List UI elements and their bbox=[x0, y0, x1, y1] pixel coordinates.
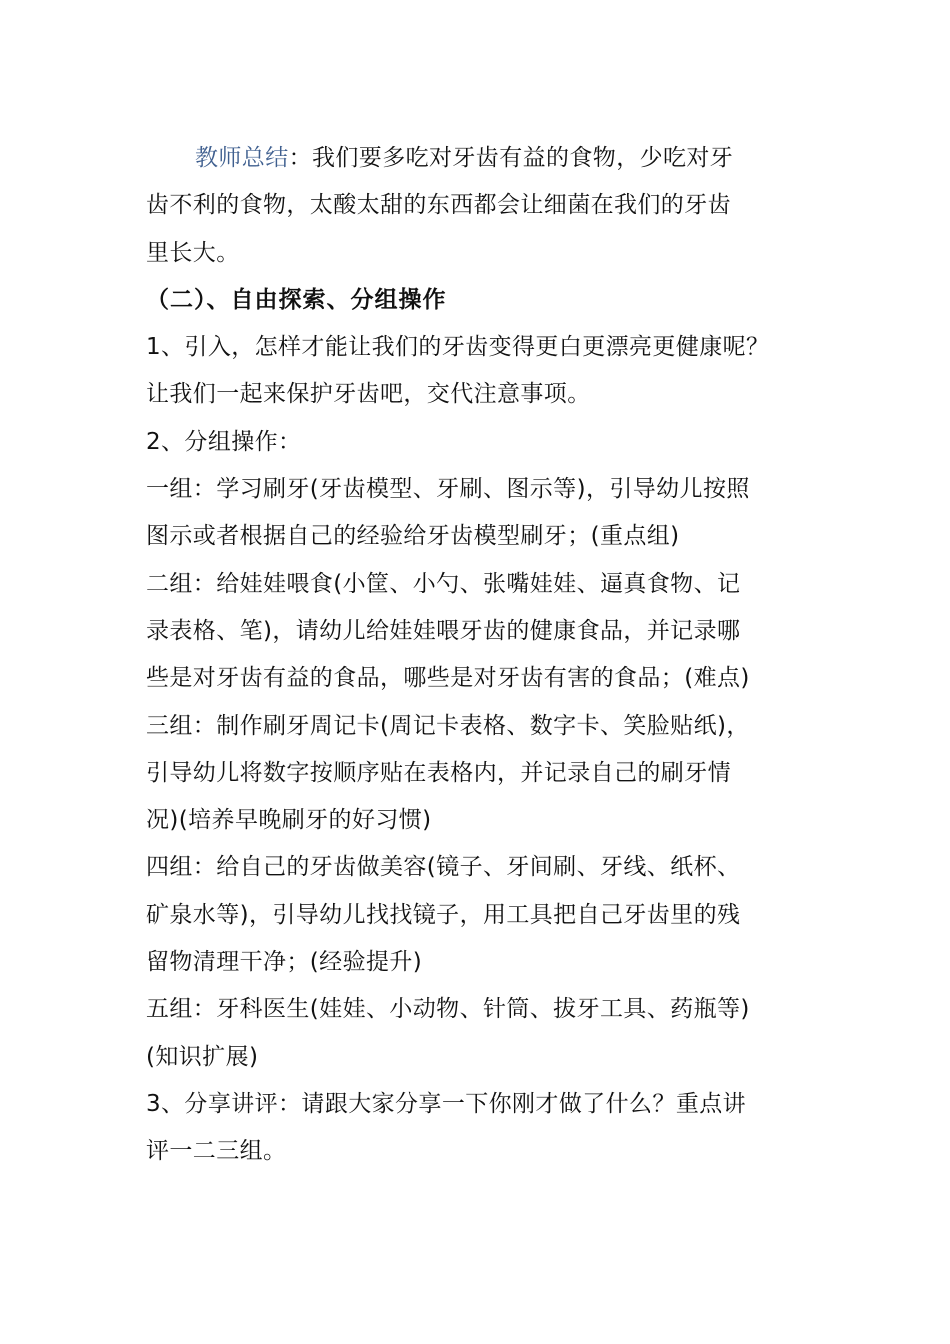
paragraph-line: 留物清理干净；(经验提升) bbox=[146, 949, 423, 976]
paragraph-line: 3、分享讲评：请跟大家分享一下你刚才做了什么？重点讲 bbox=[146, 1090, 747, 1117]
paragraph-line: 2、分组操作： bbox=[146, 428, 302, 455]
paragraph-line: 四组：给自己的牙齿做美容(镜子、牙间刷、牙线、纸杯、 bbox=[146, 854, 741, 881]
paragraph-line: 矿泉水等)，引导幼儿找找镜子，用工具把自己牙齿里的残 bbox=[146, 901, 741, 928]
summary-text: ：我们要多吃对牙齿有益的食物，少吃对牙 bbox=[288, 145, 734, 171]
paragraph-line: 1、引入，怎样才能让我们的牙齿变得更白更漂亮更健康呢？ bbox=[146, 334, 770, 361]
paragraph-line: 录表格、笔)，请幼儿给娃娃喂牙齿的健康食品，并记录哪 bbox=[146, 617, 741, 644]
paragraph-line: (知识扩展) bbox=[146, 1043, 259, 1070]
paragraph-line: 况)(培养早晚刷牙的好习惯) bbox=[146, 807, 432, 834]
summary-line-1 bbox=[146, 135, 826, 182]
paragraph-line: 五组：牙科医生(娃娃、小动物、针筒、拔牙工具、药瓶等) bbox=[146, 996, 750, 1023]
paragraph-line: 引导幼儿将数字按顺序贴在表格内，并记录自己的刷牙情 bbox=[146, 759, 731, 786]
section-heading: （二）、自由探索、分组操作 bbox=[146, 286, 447, 313]
summary-line-3: 里长大。 bbox=[146, 239, 240, 266]
paragraph-line: 图示或者根据自己的经验给牙齿模型刷牙；(重点组) bbox=[146, 523, 680, 550]
paragraph-line: 些是对牙齿有益的食品，哪些是对牙齿有害的食品；(难点) bbox=[146, 665, 750, 692]
paragraph-line: 一组：学习刷牙(牙齿模型、牙刷、图示等)，引导幼儿按照 bbox=[146, 476, 750, 503]
paragraph-line: 二组：给娃娃喂食(小筐、小勺、张嘴娃娃、逼真食物、记 bbox=[146, 570, 741, 597]
document-body bbox=[146, 135, 826, 1176]
paragraph-line: 评一二三组。 bbox=[146, 1138, 287, 1165]
summary-label: 教师总结 bbox=[195, 145, 289, 171]
paragraph-line: 让我们一起来保护牙齿吧，交代注意事项。 bbox=[146, 381, 591, 408]
summary-line-2: 齿不利的食物，太酸太甜的东西都会让细菌在我们的牙齿 bbox=[146, 192, 731, 219]
paragraph-line: 三组：制作刷牙周记卡(周记卡表格、数字卡、笑脸贴纸)， bbox=[146, 712, 750, 739]
